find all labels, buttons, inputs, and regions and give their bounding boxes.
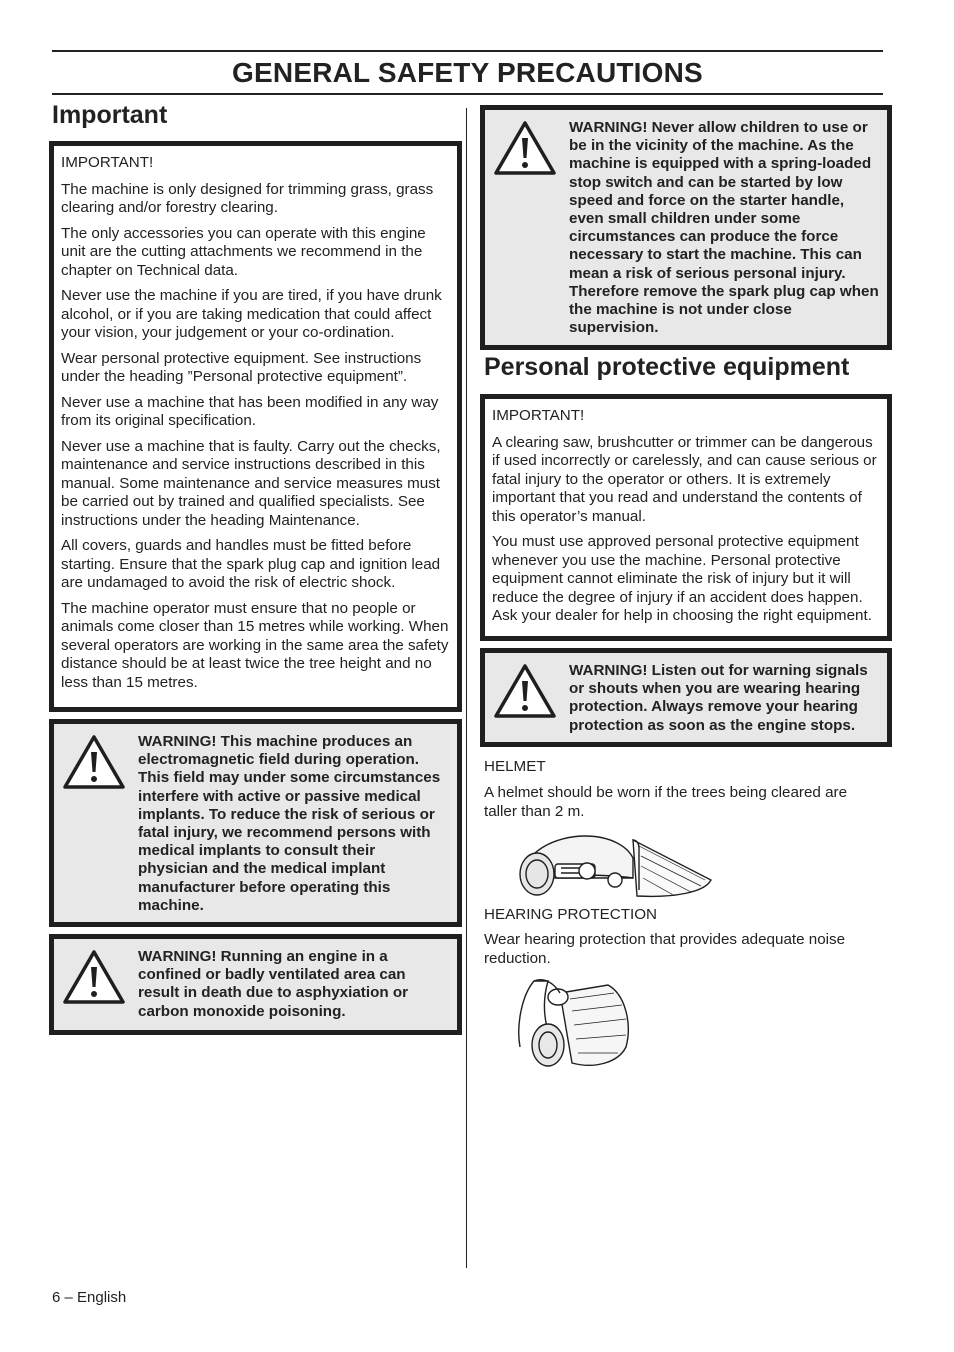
page-title: GENERAL SAFETY PRECAUTIONS [232, 57, 703, 88]
ppe-heading: Personal protective equipment [484, 353, 850, 381]
warning-hearing-box [480, 648, 892, 747]
page-footer: 6 – English [52, 1289, 127, 1306]
hearing-text: Wear hearing protection that provides adequate noise reduction. [484, 931, 846, 967]
important-heading: Important [52, 101, 168, 129]
hearing-title: HEARING PROTECTION [484, 906, 657, 923]
important-paragraph: All covers, guards and handles must be fitted before starting. Ensure that the spark plug cap and ignition lead are undamaged to avoid the risk of electric shock. [61, 537, 441, 591]
column-divider [466, 108, 467, 1268]
warning-emf-box [49, 719, 462, 927]
ppe-important-label: IMPORTANT! [492, 407, 585, 424]
warning-children-box [480, 105, 892, 350]
header-bottom-rule [52, 93, 883, 95]
ppe-important-paragraph: A clearing saw, brushcutter or trimmer can be dangerous if used incorrectly or carelessly, and can cause serious or fatal injury to the operator or others. It is extremely important that you read and understand the contents of this operator’s manual. [492, 433, 877, 525]
header-top-rule [52, 50, 883, 52]
important-paragraph: The only accessories you can operate with this engine unit are the cutting attachments we recommend in the chapter on Technical data. [61, 224, 426, 279]
warning-triangle-icon [62, 734, 126, 790]
warning-triangle-icon [493, 663, 557, 719]
important-box [49, 141, 462, 712]
important-paragraph: The machine operator must ensure that no people or animals come closer than 15 metres while working. When several operators are working in the same area the safety distance should be at least twice the tree height and no less than 15 metres. [61, 599, 449, 691]
warning-engine-box [49, 934, 462, 1035]
helmet-text: A helmet should be worn if the trees being cleared are taller than 2 m. [484, 784, 848, 820]
ppe-important-paragraph: You must use approved personal protective equipment whenever you use the machine. Personal protective equipment cannot eliminate the risk of injury but it will reduce the degree of injury if an accident does happen. Ask your dealer for help in choosing the right equipment. [492, 533, 872, 624]
helmet-with-visor-icon [515, 830, 715, 900]
warning-triangle-icon [493, 120, 557, 176]
warning-children-text: WARNING! Never allow children to use or be in the vicinity of the machine. As the machine is equipped with a spring-loaded stop switch and can be started by low speed and force on the starter handle, even small children under some circumstances can produce the force necessary to start the machine. This can mean a risk of serious personal injury. Therefore remove the spark plug cap when the machine is not under close supervision. [569, 119, 879, 337]
warning-hearing-text: WARNING! Listen out for warning signals or shouts when you are wearing hearing protection. Always remove your hearing protection as soon as the engine stops. [569, 662, 868, 734]
warning-emf-text: WARNING! This machine produces an electromagnetic field during operation. This field may under some circumstances interfere with active or passive medical implants. To reduce the risk of serious or fatal injury, we recommend persons with medical implants to consult their physician and the medical implant manufacturer before operating this machine. [138, 733, 441, 914]
important-label: IMPORTANT! [61, 154, 154, 171]
important-paragraph: Never use a machine that has been modified in any way from its original specification. [61, 393, 439, 429]
important-paragraph: Never use the machine if you are tired, if you have drunk alcohol, or if you are taking medication that could affect your vision, your judgement or your co-ordination. [61, 287, 442, 341]
earmuffs-with-visor-icon [514, 975, 634, 1070]
important-paragraph: Wear personal protective equipment. See instructions under the heading ”Personal protective equipment”. [61, 349, 422, 385]
important-paragraph: The machine is only designed for trimming grass, grass clearing and/or forestry clearing. [61, 180, 434, 216]
important-paragraph: Never use a machine that is faulty. Carry out the checks, maintenance and service instructions described in this manual. Some maintenance and service measures must be carried out by trained and qualified specialists. See instructions under the heading Maintenance. [61, 437, 441, 529]
ppe-important-box [480, 394, 892, 641]
warning-triangle-icon [62, 949, 126, 1005]
helmet-title: HELMET [484, 758, 546, 775]
warning-engine-text: WARNING! Running an engine in a confined or badly ventilated area can result in death due to asphyxiation or carbon monoxide poisoning. [138, 948, 409, 1020]
